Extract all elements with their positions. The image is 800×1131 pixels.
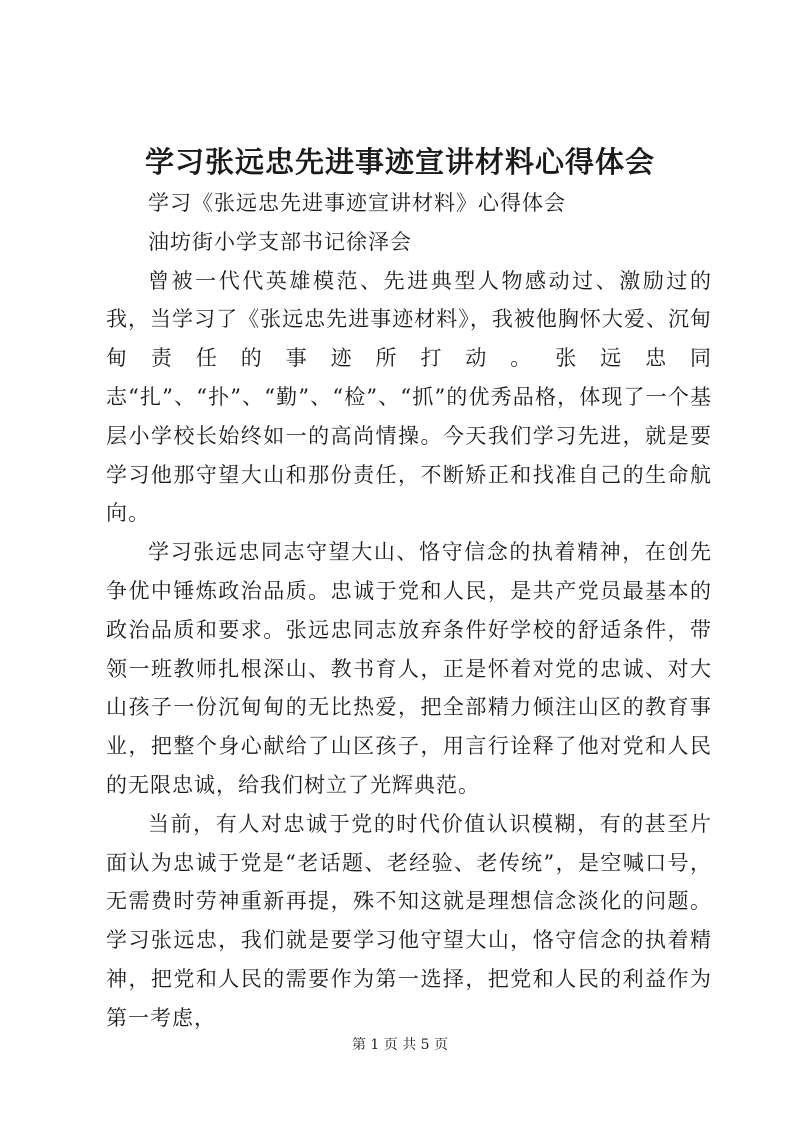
author-line: 油坊街小学支部书记徐泽会 [148,229,412,254]
page-title: 学习张远忠先进事迹宣讲材料心得体会 [144,145,655,179]
document-body [106,184,712,1038]
paragraph-1: 曾被一代代英雄模范、先进典型人物感动过、激励过的我，当学习了《张远忠先进事迹材料》，我被他胸怀大爱、沉甸甸责任的事迹所打动。张远忠同志“扎”、“扑”、“勤”、“检”、“抓”的优秀品格，体现了一个基层小学校长始终如一的高尚情操。今天我们学习先进，就是要学习他那守望大山和那份责任，不断矫正和找准自己的生命航向。 [106,268,712,526]
paragraph-2: 学习张远忠同志守望大山、恪守信念的执着精神，在创先争优中锤炼政治品质。忠诚于党和人民，是共产党员最基本的政治品质和要求。张远忠同志放弃条件好学校的舒适条件，带领一班教师扎根深山、教书育人，正是怀着对党的忠诚、对大山孩子一份沉甸甸的无比热爱，把全部精力倾注山区的教育事业，把整个身心献给了山区孩子，用言行诠释了他对党和人民的无限忠诚，给我们树立了光辉典范。 [106,540,712,797]
subtitle-line: 学习《张远忠先进事迹宣讲材料》心得体会 [148,191,566,215]
paragraph-3: 当前，有人对忠诚于党的时代价值认识模糊，有的甚至片面认为忠诚于党是“老话题、老经验、老传统”，是空喊口号，无需费时劳神重新再提，殊不知这就是理想信念淡化的问题。学习张远忠，我们就是要学习他守望大山，恪守信念的执着精神，把党和人民的需要作为第一选择，把党和人民的利益作为第一考虑， [106,811,712,1030]
page-footer: 第 1 页 共 5 页 [351,1037,449,1053]
